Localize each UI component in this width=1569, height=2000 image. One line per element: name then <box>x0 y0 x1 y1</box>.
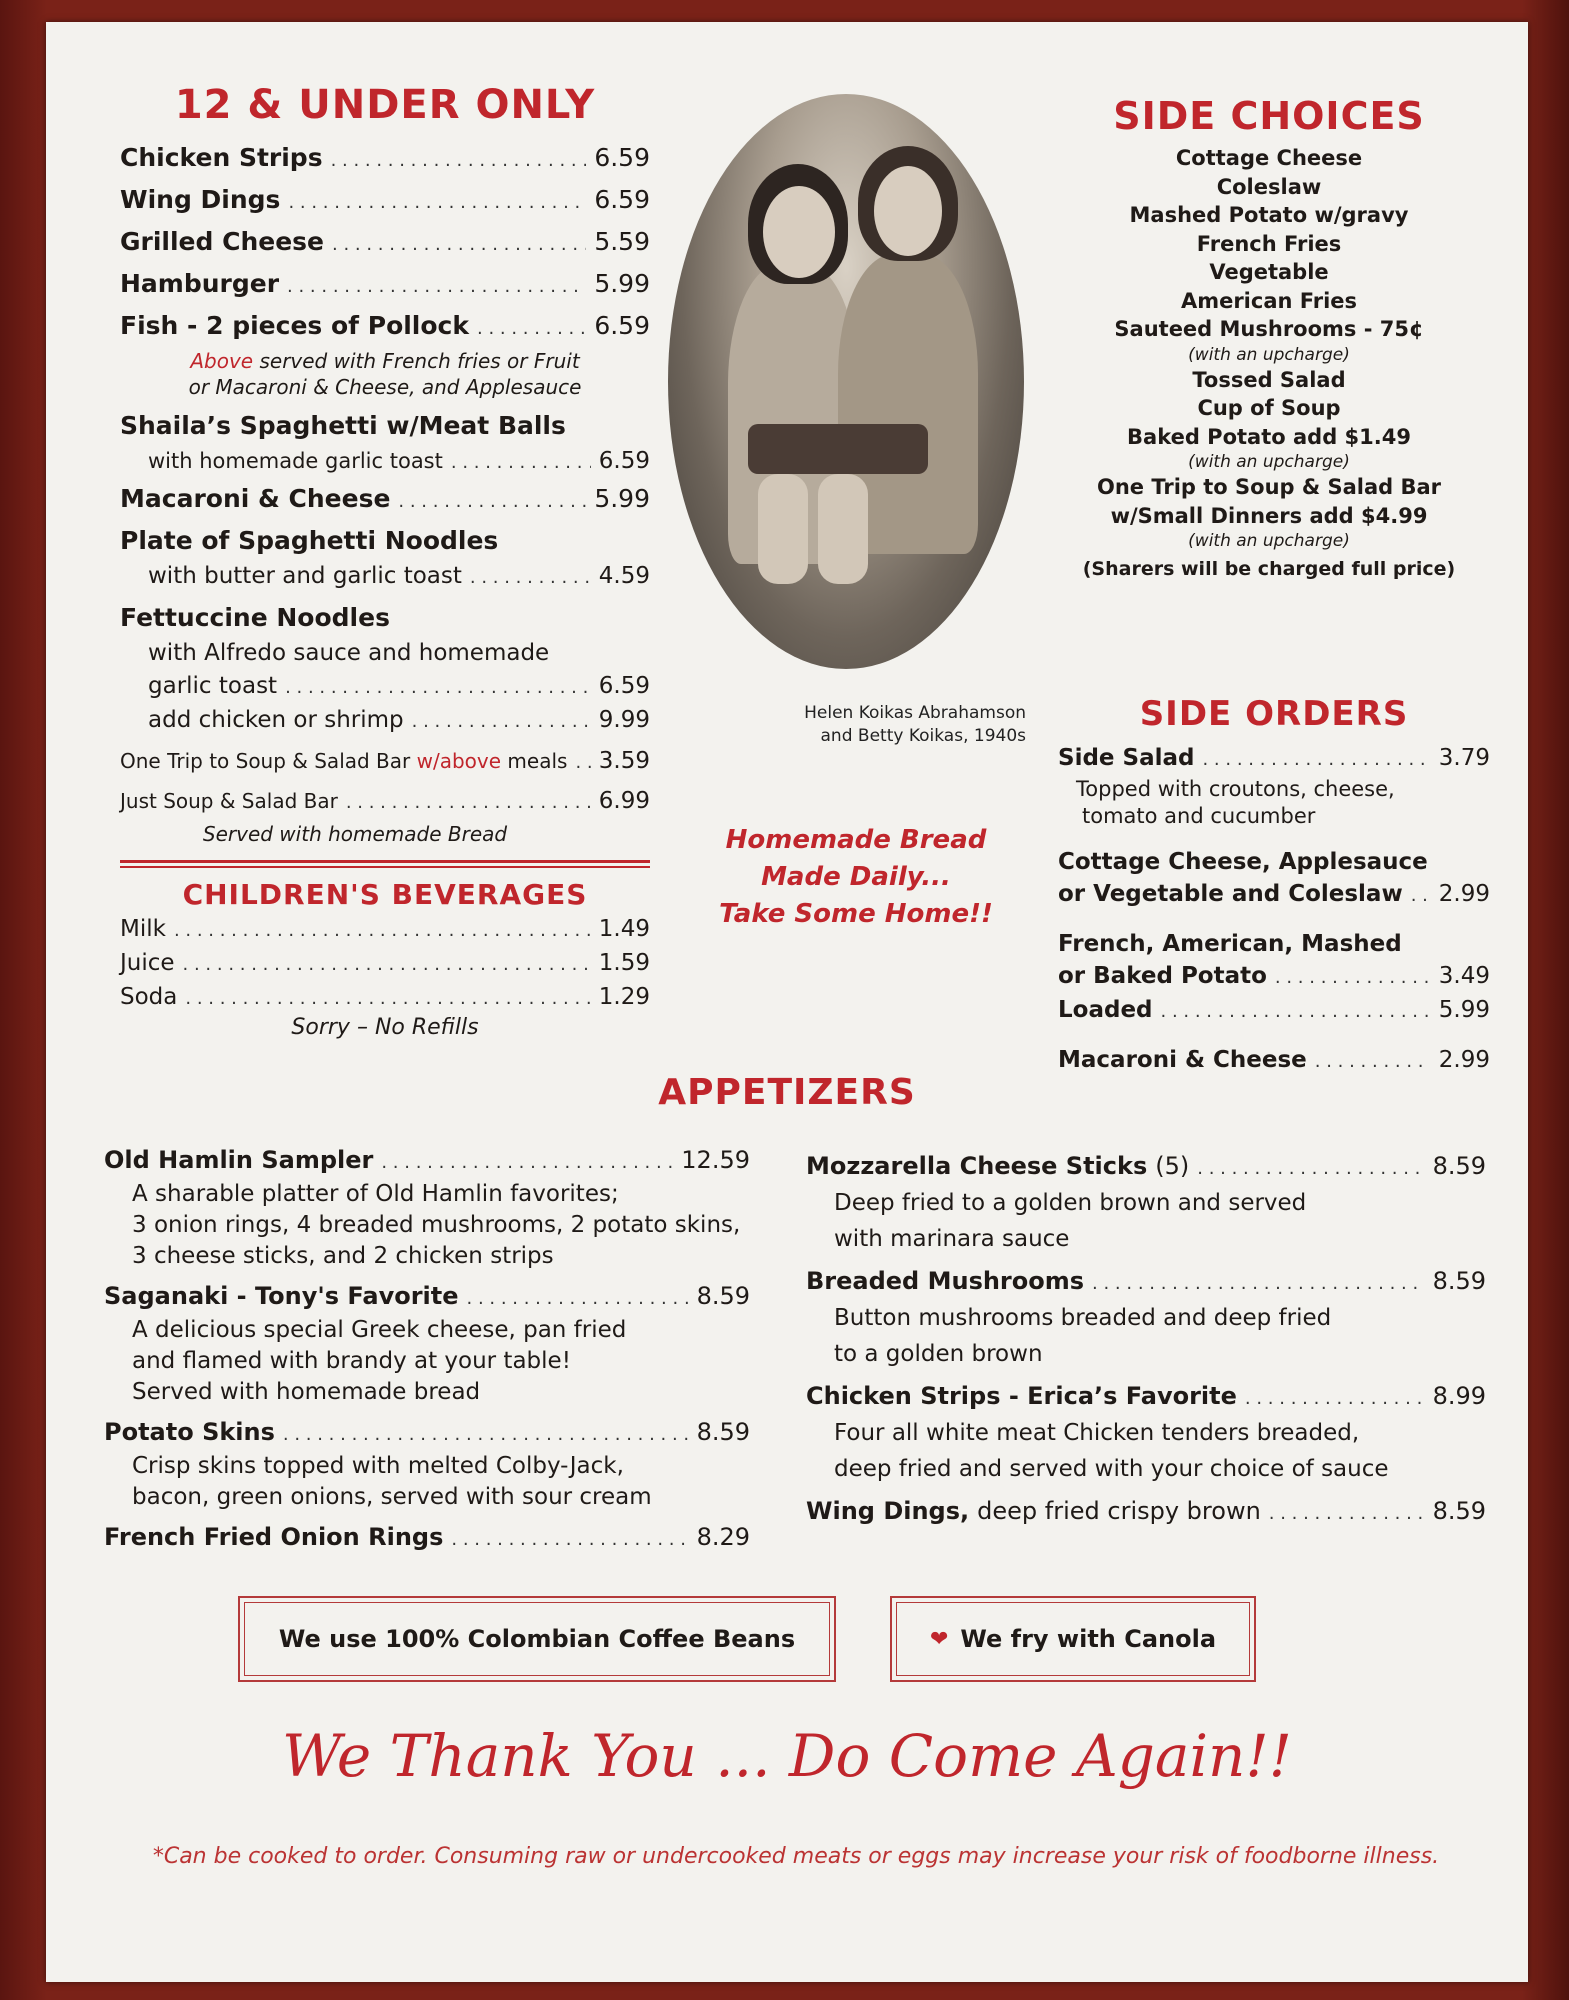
side-choice-item: (Sharers will be charged full price) <box>1082 558 1456 580</box>
beverages-title: CHILDREN'S BEVERAGES <box>182 878 588 911</box>
beverage-item: Milk . . . 1.49 <box>120 913 650 947</box>
appetizer-desc: bacon, green onions, served with sour cream <box>132 1484 652 1510</box>
homemade-bread-banner: Homemade Bread Made Daily... Take Some Home!! <box>719 825 993 929</box>
appetizer-desc: to a golden brown <box>834 1341 1043 1367</box>
menu-item: Fish - 2 pieces of Pollock . . . 6.59 <box>120 306 650 348</box>
appetizer-item: Mozzarella Cheese Sticks (5) . . . 8.59 <box>806 1150 1486 1185</box>
served-with-note: Above served with French fries or Fruit or Macaroni & Cheese, and Applesauce <box>188 349 582 399</box>
bread-note: Served with homemade Bread <box>202 822 508 846</box>
side-choice-item: Vegetable <box>1209 260 1329 284</box>
appetizer-item: Saganaki - Tony's Favorite . . . 8.59 <box>104 1280 750 1315</box>
upcharge-note: (with an upcharge) <box>1188 344 1350 365</box>
side-order-desc: Topped with croutons, cheese, <box>1076 777 1395 801</box>
kids-menu-title: 12 & UNDER ONLY <box>174 82 596 128</box>
side-order-item: French, American, Mashed <box>1058 931 1402 957</box>
coffee-notice: We use 100% Colombian Coffee Beans <box>238 1596 836 1682</box>
side-choice-item: Mashed Potato w/gravy <box>1129 203 1409 227</box>
menu-item-desc: with butter and garlic toast . . . 4.59 <box>120 560 650 594</box>
appetizers-title: APPETIZERS <box>658 1072 916 1113</box>
side-order-item: or Vegetable and Coleslaw . . . 2.99 <box>1058 878 1490 912</box>
vintage-photo <box>668 94 1024 669</box>
appetizer-desc: 3 cheese sticks, and 2 chicken strips <box>132 1243 554 1269</box>
side-choice-item: Cup of Soup <box>1197 396 1341 420</box>
side-order-item: Cottage Cheese, Applesauce <box>1058 849 1428 875</box>
side-choices-section <box>1054 94 1484 586</box>
menu-item: Chicken Strips . . . 6.59 <box>120 138 650 180</box>
appetizer-desc: deep fried and served with your choice of sauce <box>834 1456 1389 1482</box>
menu-item-desc: with Alfredo sauce and homemade <box>148 640 550 666</box>
menu-item: One Trip to Soup & Salad Bar w/above meals . . . 3.59 <box>120 742 650 782</box>
menu-item-desc: garlic toast . . . 6.59 <box>120 670 650 704</box>
appetizer-item: Old Hamlin Sampler . . . 12.59 <box>104 1144 750 1179</box>
menu-item: Hamburger . . . 5.99 <box>120 264 650 306</box>
side-choice-item: Cottage Cheese <box>1175 146 1363 170</box>
appetizer-desc: Served with homemade bread <box>132 1379 481 1405</box>
side-choice-item: French Fries <box>1196 231 1342 256</box>
menu-item: Wing Dings . . . 6.59 <box>120 180 650 222</box>
side-choice-item: w/Small Dinners add $4.99 <box>1110 503 1428 528</box>
appetizer-item: Potato Skins . . . 8.59 <box>104 1416 750 1451</box>
menu-item: Macaroni & Cheese . . . 5.99 <box>120 479 650 521</box>
menu-item: Just Soup & Salad Bar . . . 6.99 <box>120 782 650 822</box>
canola-notice: ❤ We fry with Canola <box>890 1596 1256 1682</box>
beverage-item: Juice . . . 1.59 <box>120 947 650 981</box>
side-order-desc: tomato and cucumber <box>1082 804 1316 828</box>
side-orders-section <box>1058 694 1490 1078</box>
upcharge-note: (with an upcharge) <box>1188 531 1350 551</box>
upcharge-note: (with an upcharge) <box>1188 452 1350 472</box>
appetizer-desc: with marinara sauce <box>834 1226 1070 1252</box>
photo-oval <box>668 94 1024 669</box>
appetizer-desc: and flamed with brandy at your table! <box>132 1348 571 1374</box>
appetizer-item: Wing Dings, deep fried crispy brown . . . 8.59 <box>806 1495 1486 1530</box>
appetizer-desc: Four all white meat Chicken tenders breaded, <box>834 1420 1360 1446</box>
side-choice-item: Baked Potato add $1.49 <box>1127 424 1411 449</box>
appetizers-right-column <box>806 1150 1486 1538</box>
side-choice-item: American Fries <box>1180 288 1358 313</box>
beverages-section <box>120 878 650 1041</box>
side-choice-item: One Trip to Soup & Salad Bar <box>1096 475 1442 499</box>
menu-item: Plate of Spaghetti Noodles <box>120 526 499 555</box>
side-order-item: Macaroni & Cheese . . . 2.99 <box>1058 1044 1490 1078</box>
side-choices-list <box>1054 144 1484 586</box>
menu-item: Fettuccine Noodles <box>120 603 390 632</box>
appetizer-desc: 3 onion rings, 4 breaded mushrooms, 2 potato skins, <box>132 1212 741 1238</box>
appetizers-left-column <box>104 1144 750 1564</box>
appetizer-desc: Button mushrooms breaded and deep fried <box>834 1305 1332 1331</box>
menu-item: Shaila’s Spaghetti w/Meat Balls <box>120 411 566 440</box>
appetizer-item: Breaded Mushrooms . . . 8.59 <box>806 1265 1486 1300</box>
side-choice-item: Tossed Salad <box>1192 367 1346 392</box>
appetizer-item: Chicken Strips - Erica’s Favorite . . . 8.99 <box>806 1380 1486 1415</box>
appetizer-desc: A delicious special Greek cheese, pan fried <box>132 1317 627 1343</box>
appetizer-desc: Deep fried to a golden brown and served <box>834 1190 1307 1216</box>
section-divider <box>120 860 650 868</box>
appetizer-item: French Fried Onion Rings . . . 8.29 <box>104 1521 750 1556</box>
no-refills-note: Sorry – No Refills <box>291 1015 479 1040</box>
menu-item-addon: add chicken or shrimp . . . 9.99 <box>120 704 650 738</box>
menu-item-desc: with homemade garlic toast . . . 6.59 <box>120 445 650 479</box>
menu-item: Grilled Cheese . . . 5.59 <box>120 222 650 264</box>
photo-caption: Helen Koikas Abrahamson and Betty Koikas, 1940s <box>804 703 1026 746</box>
food-safety-disclaimer: *Can be cooked to order. Consuming raw or undercooked meats or eggs may increase your risk of foodborne illness. <box>152 1844 1440 1869</box>
side-order-item: Side Salad . . . 3.79 <box>1058 742 1490 776</box>
thank-you-message: We Thank You ... Do Come Again!! <box>282 1722 1292 1790</box>
kids-menu-section <box>120 82 650 1041</box>
menu-page <box>46 22 1528 1982</box>
side-order-item: or Baked Potato . . . 3.49 <box>1058 960 1490 994</box>
side-choice-item: Sauteed Mushrooms - 75¢ <box>1114 317 1424 341</box>
appetizer-desc: Crisp skins topped with melted Colby-Jack, <box>132 1453 624 1479</box>
side-choices-title: SIDE CHOICES <box>1113 94 1425 138</box>
side-orders-title: SIDE ORDERS <box>1139 694 1409 734</box>
appetizer-desc: A sharable platter of Old Hamlin favorites; <box>132 1181 619 1207</box>
side-choice-item: Coleslaw <box>1216 174 1322 199</box>
side-order-item: Loaded . . . 5.99 <box>1058 994 1490 1028</box>
beverage-item: Soda . . . 1.29 <box>120 981 650 1015</box>
heart-icon: ❤ <box>929 1626 949 1652</box>
